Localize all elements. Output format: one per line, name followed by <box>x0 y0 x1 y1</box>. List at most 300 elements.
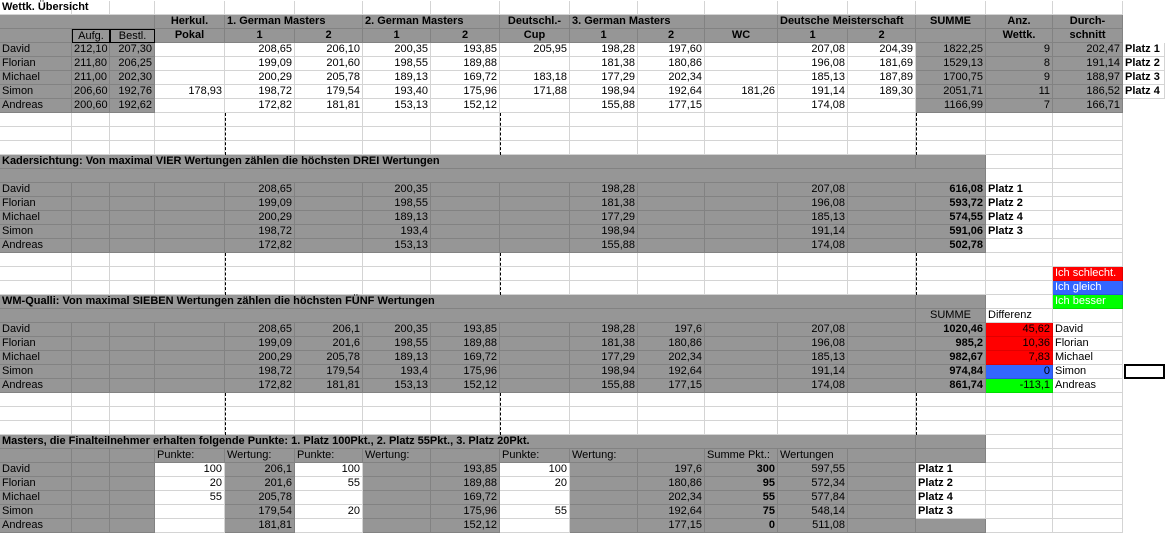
value-cell[interactable]: 153,13 <box>363 379 431 393</box>
empty-cell[interactable] <box>916 253 986 267</box>
empty-cell[interactable] <box>110 141 155 155</box>
diff-name[interactable]: Andreas <box>1053 379 1123 393</box>
kader-cell[interactable] <box>155 225 225 239</box>
empty-cell[interactable] <box>155 141 225 155</box>
empty-cell[interactable] <box>916 421 986 435</box>
value-cell[interactable]: 205,78 <box>225 491 295 505</box>
empty-cell[interactable] <box>570 421 638 435</box>
sum-cell[interactable]: 593,72 <box>916 197 986 211</box>
value-cell[interactable]: 200,29 <box>225 211 295 225</box>
wm-cell[interactable] <box>848 365 916 379</box>
wm-cell[interactable] <box>705 365 778 379</box>
empty-cell[interactable] <box>638 253 705 267</box>
empty-cell[interactable] <box>916 1 986 15</box>
empty-cell[interactable] <box>110 113 155 127</box>
value-cell[interactable]: 152,12 <box>431 379 500 393</box>
row-name[interactable]: Simon <box>0 85 72 99</box>
wm-cell[interactable] <box>500 323 570 337</box>
value-cell[interactable]: 196,08 <box>778 57 848 71</box>
value-cell[interactable] <box>705 71 778 85</box>
empty-cell[interactable] <box>500 407 570 421</box>
empty-cell[interactable] <box>155 253 225 267</box>
empty-cell[interactable] <box>570 1 638 15</box>
wm-cell[interactable] <box>155 351 225 365</box>
wm-cell[interactable] <box>72 365 110 379</box>
empty-cell[interactable] <box>110 281 155 295</box>
empty-cell[interactable] <box>72 421 110 435</box>
header-cup[interactable]: Cup <box>500 29 570 43</box>
sum-cell[interactable]: 574,55 <box>916 211 986 225</box>
empty-cell[interactable] <box>778 141 848 155</box>
masters-header-cell[interactable] <box>0 449 72 463</box>
value-cell[interactable]: 196,08 <box>778 197 848 211</box>
value-cell[interactable]: 1529,13 <box>916 57 986 71</box>
empty-cell[interactable] <box>500 1 570 15</box>
empty-cell[interactable] <box>570 113 638 127</box>
wm-cell[interactable] <box>110 365 155 379</box>
value-cell[interactable]: 191,14 <box>778 365 848 379</box>
diff-name[interactable]: Florian <box>1053 337 1123 351</box>
value-cell[interactable]: 193,4 <box>363 365 431 379</box>
diff-cell[interactable]: -113,1 <box>986 379 1053 393</box>
value-cell[interactable]: 172,82 <box>225 99 295 113</box>
masters-cell[interactable] <box>570 505 638 519</box>
value-cell[interactable] <box>500 99 570 113</box>
empty-cell[interactable] <box>638 407 705 421</box>
kader-cell[interactable] <box>72 197 110 211</box>
kader-cell[interactable] <box>638 183 705 197</box>
wm-cell[interactable] <box>500 365 570 379</box>
wm-cell[interactable] <box>848 379 916 393</box>
empty-cell[interactable] <box>1053 141 1123 155</box>
placement-label[interactable]: Platz 4 <box>1123 85 1165 99</box>
legend-worse[interactable]: Ich schlecht. <box>1053 267 1123 281</box>
active-cell-cursor[interactable] <box>1124 364 1165 379</box>
value-cell[interactable]: 192,64 <box>638 505 705 519</box>
value-cell[interactable] <box>705 57 778 71</box>
kader-cell[interactable] <box>110 197 155 211</box>
value-cell[interactable]: 177,29 <box>570 71 638 85</box>
empty-cell[interactable] <box>72 407 110 421</box>
value-cell[interactable]: 152,12 <box>431 99 500 113</box>
value-cell[interactable]: 199,09 <box>225 337 295 351</box>
empty-cell[interactable] <box>916 267 986 281</box>
empty-cell[interactable] <box>431 421 500 435</box>
header-gm2_2[interactable]: 2 <box>431 29 500 43</box>
header-gm1[interactable]: 1. German Masters <box>225 15 363 29</box>
value-cell[interactable]: 208,65 <box>225 323 295 337</box>
empty-cell[interactable] <box>72 281 110 295</box>
wm-cell[interactable] <box>705 351 778 365</box>
kader-cell[interactable] <box>638 197 705 211</box>
wm-cell[interactable] <box>155 379 225 393</box>
empty-cell[interactable] <box>705 407 778 421</box>
value-cell[interactable]: 189,13 <box>363 71 431 85</box>
value-cell[interactable]: 180,86 <box>638 477 705 491</box>
empty-cell[interactable] <box>500 141 570 155</box>
kader-cell[interactable] <box>155 183 225 197</box>
masters-cell[interactable] <box>848 477 916 491</box>
masters-cell[interactable] <box>570 491 638 505</box>
empty-cell[interactable] <box>431 267 500 281</box>
header-deutschl[interactable]: Deutschl.- <box>500 15 570 29</box>
header-gm3_2[interactable]: 2 <box>638 29 705 43</box>
kader-cell[interactable] <box>500 211 570 225</box>
empty-cell[interactable] <box>363 281 431 295</box>
value-cell[interactable]: 200,29 <box>225 351 295 365</box>
value-cell[interactable]: 198,94 <box>570 225 638 239</box>
value-cell[interactable]: 207,08 <box>778 43 848 57</box>
empty-cell[interactable] <box>500 113 570 127</box>
value-cell[interactable]: 198,72 <box>225 85 295 99</box>
empty-cell[interactable] <box>500 281 570 295</box>
value-cell[interactable]: 198,72 <box>225 365 295 379</box>
points-cell[interactable] <box>500 519 570 533</box>
points-cell[interactable]: 55 <box>500 505 570 519</box>
empty-cell[interactable] <box>986 519 1053 533</box>
row-name[interactable]: Andreas <box>0 519 72 533</box>
empty-cell[interactable] <box>110 127 155 141</box>
wm-cell[interactable] <box>500 351 570 365</box>
empty-cell[interactable] <box>0 281 72 295</box>
kader-cell[interactable] <box>431 183 500 197</box>
masters-cell[interactable] <box>570 463 638 477</box>
empty-cell[interactable] <box>705 1 778 15</box>
empty-cell[interactable] <box>778 267 848 281</box>
row-name[interactable]: Simon <box>0 365 72 379</box>
empty-cell[interactable] <box>431 407 500 421</box>
value-cell[interactable]: 1822,25 <box>916 43 986 57</box>
summe-pkt-label[interactable]: Summe Pkt.: <box>705 449 778 463</box>
value-cell[interactable]: 185,13 <box>778 351 848 365</box>
value-cell[interactable]: 174,08 <box>778 379 848 393</box>
value-cell[interactable]: 181,38 <box>570 337 638 351</box>
value-cell[interactable]: 200,35 <box>363 323 431 337</box>
kader-cell[interactable] <box>848 239 916 253</box>
sum-cell[interactable]: 985,2 <box>916 337 986 351</box>
value-cell[interactable]: 191,14 <box>778 225 848 239</box>
empty-cell[interactable] <box>986 393 1053 407</box>
value-cell[interactable] <box>155 99 225 113</box>
empty-cell[interactable] <box>778 1 848 15</box>
empty-cell[interactable] <box>0 407 72 421</box>
empty-cell[interactable] <box>431 127 500 141</box>
empty-cell[interactable] <box>986 435 1053 449</box>
header-bestl[interactable]: Bestl. <box>110 29 155 43</box>
empty-cell[interactable] <box>363 253 431 267</box>
value-cell[interactable]: 183,18 <box>500 71 570 85</box>
kader-cell[interactable] <box>638 225 705 239</box>
placement-label[interactable]: Platz 1 <box>1123 43 1165 57</box>
empty-cell[interactable] <box>1053 519 1123 533</box>
empty-cell[interactable] <box>363 267 431 281</box>
placement-label[interactable]: Platz 1 <box>986 183 1053 197</box>
empty-cell[interactable] <box>155 407 225 421</box>
wertungen-label[interactable]: Wertungen <box>778 449 848 463</box>
header-blank[interactable] <box>0 29 72 43</box>
empty-cell[interactable] <box>155 127 225 141</box>
masters-header-cell[interactable] <box>110 449 155 463</box>
value-cell[interactable]: 208,65 <box>225 183 295 197</box>
placement-label[interactable]: Platz 3 <box>986 225 1053 239</box>
value-cell[interactable]: 206,10 <box>295 43 363 57</box>
empty-cell[interactable] <box>778 113 848 127</box>
wm-cell[interactable] <box>155 323 225 337</box>
row-name[interactable]: Simon <box>0 505 72 519</box>
empty-cell[interactable] <box>848 113 916 127</box>
header-gm2_1[interactable]: 1 <box>363 29 431 43</box>
empty-cell[interactable] <box>72 253 110 267</box>
empty-cell[interactable] <box>570 281 638 295</box>
value-cell[interactable]: 169,72 <box>431 351 500 365</box>
value-cell[interactable]: 185,13 <box>778 211 848 225</box>
row-name[interactable]: Florian <box>0 197 72 211</box>
value-cell[interactable]: 199,09 <box>225 57 295 71</box>
value-cell[interactable] <box>155 71 225 85</box>
empty-cell[interactable] <box>705 127 778 141</box>
empty-cell[interactable] <box>1053 477 1123 491</box>
kader-cell[interactable] <box>110 211 155 225</box>
masters-cell[interactable] <box>110 505 155 519</box>
sum-cell[interactable]: 616,08 <box>916 183 986 197</box>
header-gm3_1[interactable]: 1 <box>570 29 638 43</box>
empty-cell[interactable] <box>1053 463 1123 477</box>
empty-cell[interactable] <box>986 477 1053 491</box>
points-cell[interactable]: 20 <box>500 477 570 491</box>
header-herkul[interactable]: Herkul. <box>155 15 225 29</box>
value-cell[interactable]: 175,96 <box>431 85 500 99</box>
empty-cell[interactable] <box>705 393 778 407</box>
value-cell[interactable]: 181,81 <box>295 379 363 393</box>
placement-label[interactable]: Platz 4 <box>986 211 1053 225</box>
empty-cell[interactable] <box>638 421 705 435</box>
masters-cell[interactable] <box>848 463 916 477</box>
empty-cell[interactable] <box>570 253 638 267</box>
header-blank[interactable] <box>916 295 986 309</box>
header-gm2[interactable]: 2. German Masters <box>363 15 500 29</box>
kader-cell[interactable] <box>705 197 778 211</box>
value-cell[interactable]: 181,26 <box>705 85 778 99</box>
masters-cell[interactable] <box>916 519 986 533</box>
kader-cell[interactable] <box>431 211 500 225</box>
empty-cell[interactable] <box>431 281 500 295</box>
value-cell[interactable]: 202,34 <box>638 71 705 85</box>
spacer-row[interactable] <box>0 309 916 323</box>
header-blank[interactable] <box>916 435 986 449</box>
value-cell[interactable]: 174,08 <box>778 239 848 253</box>
empty-cell[interactable] <box>1053 449 1123 463</box>
empty-cell[interactable] <box>1053 407 1123 421</box>
spacer-row[interactable] <box>0 169 986 183</box>
masters-cell[interactable] <box>72 519 110 533</box>
empty-cell[interactable] <box>295 1 363 15</box>
row-name[interactable]: Florian <box>0 337 72 351</box>
value-cell[interactable]: 153,13 <box>363 239 431 253</box>
value-cell[interactable] <box>155 57 225 71</box>
row-name[interactable]: Michael <box>0 351 72 365</box>
kader-cell[interactable] <box>295 197 363 211</box>
kader-cell[interactable] <box>72 225 110 239</box>
empty-cell[interactable] <box>986 239 1053 253</box>
wm-cell[interactable] <box>72 337 110 351</box>
empty-cell[interactable] <box>110 407 155 421</box>
empty-cell[interactable] <box>705 253 778 267</box>
row-name[interactable]: Michael <box>0 71 72 85</box>
wm-cell[interactable] <box>72 379 110 393</box>
value-cell[interactable]: 198,28 <box>570 183 638 197</box>
empty-cell[interactable] <box>363 1 431 15</box>
wertungen-cell[interactable]: 511,08 <box>778 519 848 533</box>
value-cell[interactable]: 8 <box>986 57 1053 71</box>
empty-cell[interactable] <box>0 267 72 281</box>
value-cell[interactable]: 175,96 <box>431 505 500 519</box>
value-cell[interactable]: 212,10 <box>72 43 110 57</box>
value-cell[interactable]: 180,86 <box>638 57 705 71</box>
row-name[interactable]: David <box>0 463 72 477</box>
value-cell[interactable]: 198,28 <box>570 43 638 57</box>
empty-cell[interactable] <box>72 127 110 141</box>
kader-cell[interactable] <box>705 239 778 253</box>
empty-cell[interactable] <box>638 141 705 155</box>
value-cell[interactable]: 185,13 <box>778 71 848 85</box>
empty-cell[interactable] <box>500 393 570 407</box>
header-gm1_1[interactable]: 1 <box>225 29 295 43</box>
empty-cell[interactable] <box>848 141 916 155</box>
value-cell[interactable]: 193,40 <box>363 85 431 99</box>
wm-cell[interactable] <box>705 379 778 393</box>
value-cell[interactable]: 174,08 <box>778 99 848 113</box>
empty-cell[interactable] <box>778 281 848 295</box>
value-cell[interactable] <box>705 99 778 113</box>
header-schnitt[interactable]: schnitt <box>1053 29 1123 43</box>
empty-cell[interactable] <box>363 407 431 421</box>
empty-cell[interactable] <box>1053 1 1123 15</box>
empty-cell[interactable] <box>431 113 500 127</box>
punkte-label[interactable]: Punkte: <box>155 449 225 463</box>
placement-label[interactable]: Platz 2 <box>916 477 986 491</box>
empty-cell[interactable] <box>570 141 638 155</box>
kader-cell[interactable] <box>72 183 110 197</box>
sum-cell[interactable]: 591,06 <box>916 225 986 239</box>
empty-cell[interactable] <box>848 281 916 295</box>
header-blank[interactable] <box>0 15 155 29</box>
empty-cell[interactable] <box>986 407 1053 421</box>
value-cell[interactable]: 198,55 <box>363 57 431 71</box>
kader-cell[interactable] <box>155 197 225 211</box>
empty-cell[interactable] <box>848 267 916 281</box>
masters-title[interactable]: Masters, die Finalteilnehmer erhalten folgende Punkte: 1. Platz 100Pkt., 2. Platz 55Pkt., 3. Platz 20Pkt. <box>0 435 916 449</box>
empty-cell[interactable] <box>1053 197 1123 211</box>
empty-cell[interactable] <box>225 253 295 267</box>
header-wettk[interactable]: Wettk. <box>986 29 1053 43</box>
value-cell[interactable]: 155,88 <box>570 99 638 113</box>
wm-cell[interactable] <box>848 337 916 351</box>
empty-cell[interactable] <box>1053 491 1123 505</box>
empty-cell[interactable] <box>363 421 431 435</box>
empty-cell[interactable] <box>295 127 363 141</box>
value-cell[interactable]: 169,72 <box>431 491 500 505</box>
empty-cell[interactable] <box>1053 393 1123 407</box>
value-cell[interactable]: 207,08 <box>778 183 848 197</box>
wm-cell[interactable] <box>110 379 155 393</box>
points-cell[interactable] <box>500 491 570 505</box>
empty-cell[interactable] <box>295 393 363 407</box>
wm-cell[interactable] <box>72 351 110 365</box>
sum-cell[interactable]: 861,74 <box>916 379 986 393</box>
value-cell[interactable]: 192,76 <box>110 85 155 99</box>
empty-cell[interactable] <box>110 421 155 435</box>
value-cell[interactable]: 181,38 <box>570 197 638 211</box>
empty-cell[interactable] <box>431 253 500 267</box>
kader-cell[interactable] <box>155 239 225 253</box>
kader-cell[interactable] <box>638 211 705 225</box>
value-cell[interactable]: 200,35 <box>363 183 431 197</box>
value-cell[interactable]: 211,80 <box>72 57 110 71</box>
value-cell[interactable]: 206,25 <box>110 57 155 71</box>
header-dm[interactable]: Deutsche Meisterschaft <box>778 15 916 29</box>
header-anz[interactable]: Anz. <box>986 15 1053 29</box>
empty-cell[interactable] <box>705 267 778 281</box>
points-cell[interactable]: 100 <box>295 463 363 477</box>
value-cell[interactable]: 179,54 <box>295 85 363 99</box>
masters-header-cell[interactable] <box>638 449 705 463</box>
kader-cell[interactable] <box>72 211 110 225</box>
placement-label[interactable]: Platz 1 <box>916 463 986 477</box>
value-cell[interactable]: 193,85 <box>431 43 500 57</box>
wm-cell[interactable] <box>155 365 225 379</box>
kader-cell[interactable] <box>295 225 363 239</box>
value-cell[interactable]: 198,55 <box>363 337 431 351</box>
wm-cell[interactable] <box>72 323 110 337</box>
empty-cell[interactable] <box>295 267 363 281</box>
header-gm1_2[interactable]: 2 <box>295 29 363 43</box>
empty-cell[interactable] <box>155 1 225 15</box>
empty-cell[interactable] <box>295 281 363 295</box>
value-cell[interactable]: 155,88 <box>570 239 638 253</box>
row-name[interactable]: Michael <box>0 211 72 225</box>
empty-cell[interactable] <box>363 393 431 407</box>
empty-cell[interactable] <box>638 113 705 127</box>
empty-cell[interactable] <box>986 295 1053 309</box>
masters-cell[interactable] <box>363 505 431 519</box>
masters-cell[interactable] <box>110 463 155 477</box>
empty-cell[interactable] <box>295 421 363 435</box>
empty-cell[interactable] <box>500 253 570 267</box>
masters-header-cell[interactable] <box>848 449 916 463</box>
value-cell[interactable]: 152,12 <box>431 519 500 533</box>
sum-cell[interactable]: 1020,46 <box>916 323 986 337</box>
value-cell[interactable]: 155,88 <box>570 379 638 393</box>
empty-cell[interactable] <box>155 393 225 407</box>
value-cell[interactable]: 200,60 <box>72 99 110 113</box>
kader-cell[interactable] <box>638 239 705 253</box>
empty-cell[interactable] <box>986 253 1053 267</box>
empty-cell[interactable] <box>0 421 72 435</box>
value-cell[interactable]: 198,28 <box>570 323 638 337</box>
diff-name[interactable]: Michael <box>1053 351 1123 365</box>
empty-cell[interactable] <box>778 393 848 407</box>
value-cell[interactable]: 7 <box>986 99 1053 113</box>
value-cell[interactable]: 189,88 <box>431 477 500 491</box>
value-cell[interactable]: 175,96 <box>431 365 500 379</box>
row-name[interactable]: Andreas <box>0 379 72 393</box>
value-cell[interactable]: 202,47 <box>1053 43 1123 57</box>
empty-cell[interactable] <box>570 127 638 141</box>
diff-name[interactable]: Simon <box>1053 365 1123 379</box>
value-cell[interactable]: 191,14 <box>1053 57 1123 71</box>
value-cell[interactable]: 201,6 <box>225 477 295 491</box>
kader-cell[interactable] <box>431 239 500 253</box>
